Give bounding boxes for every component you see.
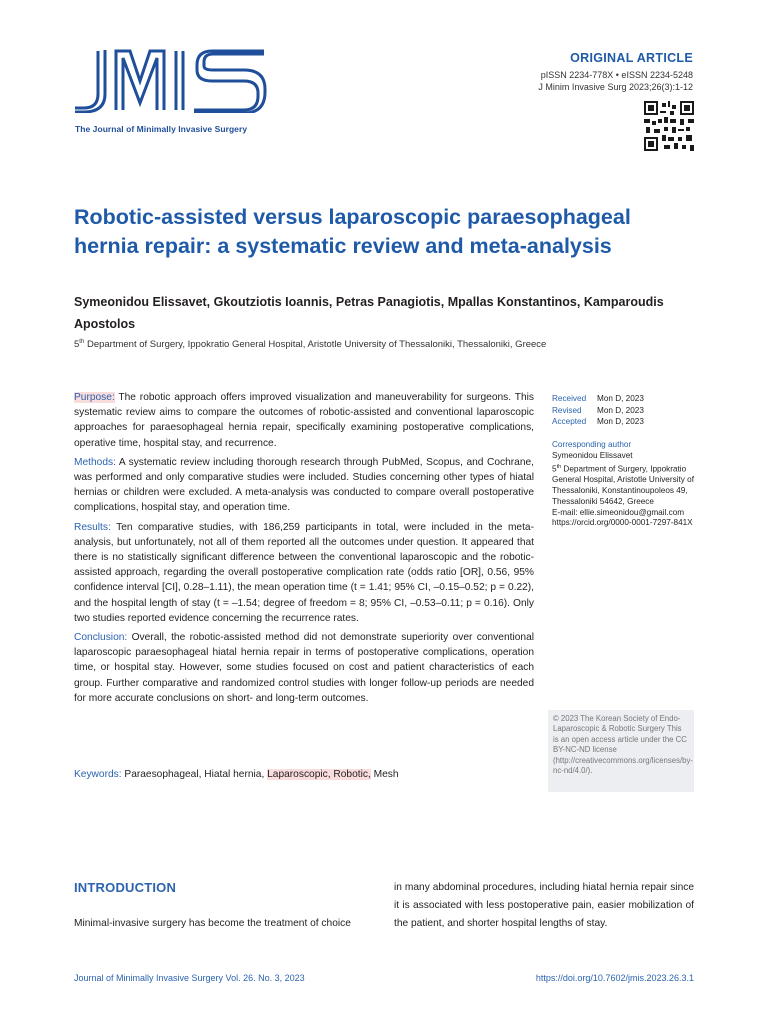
date-value: Mon D, 2023 xyxy=(597,405,644,415)
methods-text: A systematic review including thorough research through PubMed, Scopus, and Cochrane, was performed and only comparative studies were included. Studies concerning other types of hiatal hernias or children were excluded. A meta-analysis was conducted to compare overall postoperative complications, hospital stay, and operation time. xyxy=(74,456,534,514)
corresponding-heading: Corresponding author xyxy=(552,440,632,449)
abstract-methods xyxy=(74,455,534,516)
purpose-text: The robotic approach offers improved visualization and maneuverability for surgeons. This systematic review aims to compare the outcomes of robotic-assisted and conventional laparoscopic approaches for paraesophageal hernia repair, specifically examining postoperative complications, operative time, hospital stay, and recurrence. xyxy=(74,392,534,449)
keywords xyxy=(74,767,544,782)
corresponding-email[interactable]: E-mail: ellie.simeonidou@gmail.com xyxy=(552,507,685,517)
date-row-received xyxy=(552,393,644,405)
date-label: Received xyxy=(552,394,587,403)
corresponding-address-text: Department of Surgery, Ippokratio General Hospital, Aristotle University of Thessaloniki, Konstantinoupoleos 49, Thessaloniki 54642, Greece xyxy=(552,464,694,506)
abstract-conclusion xyxy=(74,630,534,706)
license-box: © 2023 The Korean Society of Endo-Laparoscopic & Robotic Surgery This is an open access article under the CC BY-NC-ND license (http://creativecommons.org/licenses/by-nc-nd/4.0/). xyxy=(548,710,694,792)
affiliation xyxy=(74,339,546,350)
date-row-revised xyxy=(552,405,644,417)
date-value: Mon D, 2023 xyxy=(597,394,644,403)
section-heading-introduction: INTRODUCTION xyxy=(74,880,177,895)
corresponding-author xyxy=(552,440,697,529)
journal-logo xyxy=(72,47,268,113)
abstract-results xyxy=(74,520,534,626)
affiliation-superscript: th xyxy=(79,339,85,345)
date-label: Accepted xyxy=(552,417,587,426)
date-label: Revised xyxy=(552,405,582,415)
issn-line: pISSN 2234-778X • eISSN 2234-5248 xyxy=(540,70,693,80)
affiliation-text: Department of Surgery, Ippokratio General Hospital, Aristotle University of Thessaloniki, Thessaloniki, Greece xyxy=(84,339,547,351)
qr-code-icon[interactable] xyxy=(644,100,694,152)
corresponding-address-superscript: th xyxy=(556,463,562,470)
corresponding-name: Symeonidou Elissavet xyxy=(552,450,633,460)
article-dates xyxy=(552,393,644,428)
keywords-label: Keywords: xyxy=(74,769,122,780)
intro-text-right: in many abdominal procedures, including hiatal hernia repair since it is associated with less postoperative pain, easier mobilization of the patient, and shorter hospital lengths of stay. xyxy=(394,882,694,929)
methods-label: Methods: xyxy=(74,456,116,468)
journal-full-name: The Journal of Minimally Invasive Surgery xyxy=(75,124,248,134)
conclusion-label: Conclusion: xyxy=(74,632,128,644)
keywords-highlight: Laparoscopic, Robotic, xyxy=(267,769,371,780)
date-value: Mon D, 2023 xyxy=(597,417,644,426)
keywords-text: Paraesophageal, Hiatal hernia, xyxy=(121,769,268,780)
keywords-text-end: Mesh xyxy=(370,769,399,780)
date-row-accepted xyxy=(552,416,644,428)
purpose-label: Purpose: xyxy=(74,392,115,403)
abstract-purpose xyxy=(74,390,534,451)
author-list: Symeonidou Elissavet, Gkoutziotis Ioannis, Petras Panagiotis, Mpallas Konstantinos, Kamparoudis Apostolos xyxy=(74,295,664,331)
article-title: Robotic-assisted versus laparoscopic paraesophageal hernia repair: a systematic review and meta-analysis xyxy=(74,205,631,258)
footer-journal-issue: Journal of Minimally Invasive Surgery Vol. 26. No. 3, 2023 xyxy=(74,973,305,983)
conclusion-text: Overall, the robotic-assisted method did not demonstrate superiority over conventional laparoscopic paraesophageal hiatal hernia repair in terms of postoperative complications, operation time, or hospital stay. However, some studies focused on cost and patient characteristics of each group. Further comparative and randomized control studies with longer follow-up periods are needed for more accurate conclusions on short- and long-term outcomes. xyxy=(74,632,534,704)
corresponding-address-number: 5 xyxy=(552,464,557,474)
corresponding-address xyxy=(552,462,697,508)
results-label: Results: xyxy=(74,521,111,533)
orcid-link[interactable]: https://orcid.org/0000-0001-7297-841X xyxy=(552,518,693,528)
abstract xyxy=(74,390,534,710)
citation-line: J Minim Invasive Surg 2023;26(3):1-12 xyxy=(538,82,693,92)
affiliation-number: 5 xyxy=(74,339,80,351)
article-type-label: ORIGINAL ARTICLE xyxy=(570,51,693,65)
intro-text-left: Minimal-invasive surgery has become the treatment of choice xyxy=(74,918,351,929)
footer-doi-link[interactable]: https://doi.org/10.7602/jmis.2023.26.3.1 xyxy=(535,973,694,983)
results-text: Ten comparative studies, with 186,259 participants in total, were included in the meta-analysis, but unfortunately, not all of them reported all the outcomes under question. It appeared that there is no statistically significant difference between the conventional laparoscopic and the robotic-assisted approach, regarding the overall postoperative complication rate (odds ratio [OR], 0.56, 95% confidence interval [CI], 0.28–1.11), the mean operation time (t = 1.41; 95% CI, –0.15–0.52; p = 0.22), and the hospital length of stay (t = –1.54; degree of freedom = 8; 95% CI, –0.53–0.11; p = 0.16). Only two studies reported evidence concerning the recurrence rates. xyxy=(74,521,534,624)
